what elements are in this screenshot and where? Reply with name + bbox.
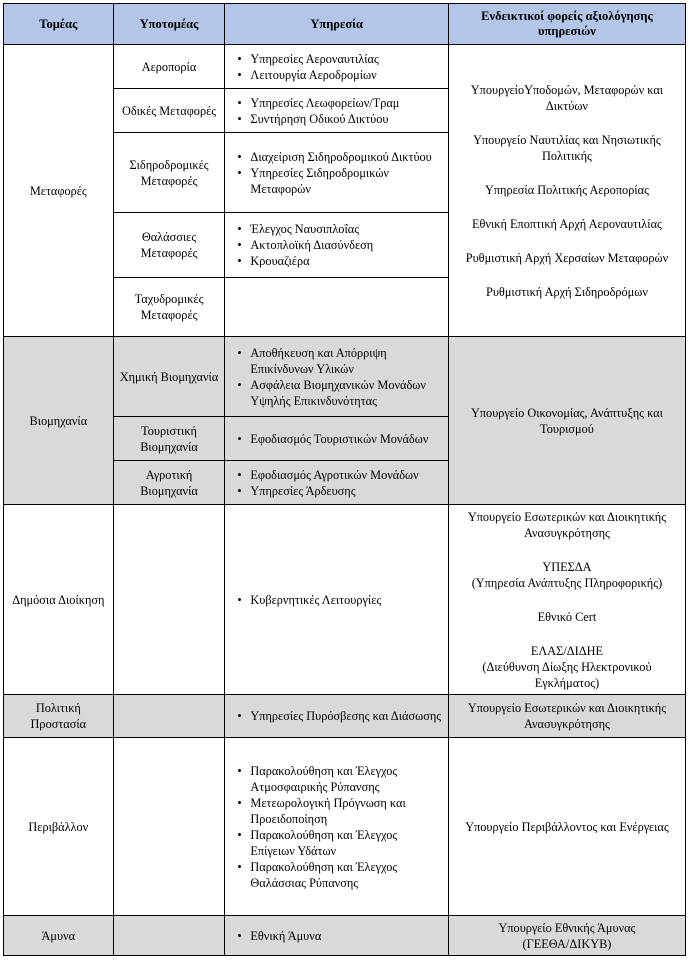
list-item: • Υπηρεσίες Άρδευσης <box>237 483 356 498</box>
table-row <box>4 505 686 695</box>
subsector-cell <box>113 505 225 695</box>
subsector-cell: Σιδηροδρομικές Μεταφορές <box>113 133 225 213</box>
service-cell <box>225 916 449 956</box>
service-cell <box>225 45 449 89</box>
service-cell <box>225 505 449 695</box>
list-item: • Παρακολούθηση και Έλεγχος Επίγειων Υδάτων <box>237 827 398 858</box>
list-item: • Συντήρηση Οδικού Δικτύου <box>237 111 389 126</box>
service-cell <box>225 738 449 916</box>
agencies-cell: Υπουργείο Εσωτερικών και Διοικητικής Ανασυγκρότησης ΥΠΕΣΔΑ (Υπηρεσία Ανάπτυξης Πληροφορικής) Εθνικό Cert ΕΛΑΣ/ΔΙΔΗΕ (Διεύθυνση Δίωξης Ηλεκτρονικού Εγκλήματος) <box>448 505 685 695</box>
header-agencies: Ενδεικτικοί φορείς αξιολόγησης υπηρεσιών <box>448 4 685 45</box>
agencies-cell: ΥπουργείοΥποδομών, Μεταφορών και Δικτύων Υπουργείο Ναυτιλίας και Νησιωτικής Πολιτικής Υπηρεσία Πολιτικής Αεροπορίας Εθνική Εποπτική Αρχή Αεροναυτιλίας Ρυθμιστική Αρχή Χερσαίων Μεταφορών Ρυθμιστική Αρχή Σιδηροδρόμων <box>448 45 685 337</box>
service-cell <box>225 278 449 337</box>
sector-cell: Βιομηχανία <box>4 337 114 505</box>
table-row <box>4 45 686 89</box>
service-cell <box>225 695 449 738</box>
sector-cell: Περιβάλλον <box>4 738 114 916</box>
service-cell <box>225 461 449 505</box>
subsector-cell <box>113 916 225 956</box>
sector-cell: Άμυνα <box>4 916 114 956</box>
list-item: • Εθνική Άμυνα <box>237 928 322 943</box>
sector-cell: Πολιτική Προστασία <box>4 695 114 738</box>
header-subsector: Υποτομέας <box>113 4 225 45</box>
agencies-cell: Υπουργείο Οικονομίας, Ανάπτυξης και Τουρισμού <box>448 337 685 505</box>
sector-cell: Μεταφορές <box>4 45 114 337</box>
list-item: • Υπηρεσίες Αεροναυτιλίας <box>237 51 379 66</box>
subsector-cell: Χημική Βιομηχανία <box>113 337 225 417</box>
agencies-cell: Υπουργείο Περιβάλλοντος και Ενέργειας <box>448 738 685 916</box>
list-item: • Υπηρεσίες Πυρόσβεσης και Διάσωσης <box>237 709 442 723</box>
list-item: • Λειτουργία Αεροδρομίων <box>237 67 377 82</box>
subsector-cell: Οδικές Μεταφορές <box>113 89 225 133</box>
header-sector: Τομέας <box>4 4 114 45</box>
agencies-cell: Υπουργείο Εσωτερικών και Διοικητικής Ανασυγκρότησης <box>448 695 685 738</box>
list-item: • Εφοδιασμός Τουριστικών Μονάδων <box>237 431 429 446</box>
service-cell <box>225 89 449 133</box>
list-item: • Εφοδιασμός Αγροτικών Μονάδων <box>237 467 419 482</box>
subsector-cell: Τουριστική Βιομηχανία <box>113 417 225 461</box>
list-item: • Ασφάλεια Βιομηχανικών Μονάδων Υψηλής Επικινδυνότητας <box>237 377 426 408</box>
list-item: • Υπηρεσίες Λεωφορείων/Τραμ <box>237 95 400 110</box>
list-item: • Κρουαζιέρα <box>237 254 310 268</box>
table-row <box>4 916 686 956</box>
subsector-cell: Ταχυδρομικές Μεταφορές <box>113 278 225 337</box>
list-item: • Έλεγχος Ναυσιπλοΐας <box>237 222 360 236</box>
subsector-cell: Αγροτική Βιομηχανία <box>113 461 225 505</box>
subsector-cell: Αεροπορία <box>113 45 225 89</box>
subsector-cell <box>113 738 225 916</box>
services-table <box>3 3 686 956</box>
service-cell <box>225 337 449 417</box>
list-item: • Ακτοπλοϊκή Διασύνδεση <box>237 238 374 252</box>
service-cell <box>225 417 449 461</box>
sector-cell: Δημόσια Διοίκηση <box>4 505 114 695</box>
list-item: • Αποθήκευση και Απόρριψη Επικίνδυνων Υλικών <box>237 345 387 376</box>
list-item: • Παρακολούθηση και Έλεγχος Θαλάσσιας Ρύπανσης <box>237 859 398 890</box>
header-row <box>4 4 686 45</box>
list-item: • Μετεωρολογική Πρόγνωση και Προειδοποίηση <box>237 795 406 826</box>
table-row <box>4 695 686 738</box>
list-item: • Υπηρεσίες Σιδηροδρομικών Μεταφορών <box>237 165 389 196</box>
subsector-cell <box>113 695 225 738</box>
service-cell <box>225 133 449 213</box>
table-row <box>4 738 686 916</box>
table-row <box>4 337 686 417</box>
list-item: • Παρακολούθηση και Έλεγχος Ατμοσφαιρικής Ρύπανσης <box>237 763 398 794</box>
agencies-cell: Υπουργείο Εθνικής Άμυνας (ΓΕΕΘΑ/ΔΙΚΥΒ) <box>448 916 685 956</box>
subsector-cell: Θαλάσσιες Μεταφορές <box>113 213 225 278</box>
list-item: • Κυβερνητικές Λειτουργίες <box>237 592 382 607</box>
list-item: • Διαχείριση Σιδηροδρομικού Δικτύου <box>237 149 432 164</box>
header-service: Υπηρεσία <box>225 4 449 45</box>
service-cell <box>225 213 449 278</box>
